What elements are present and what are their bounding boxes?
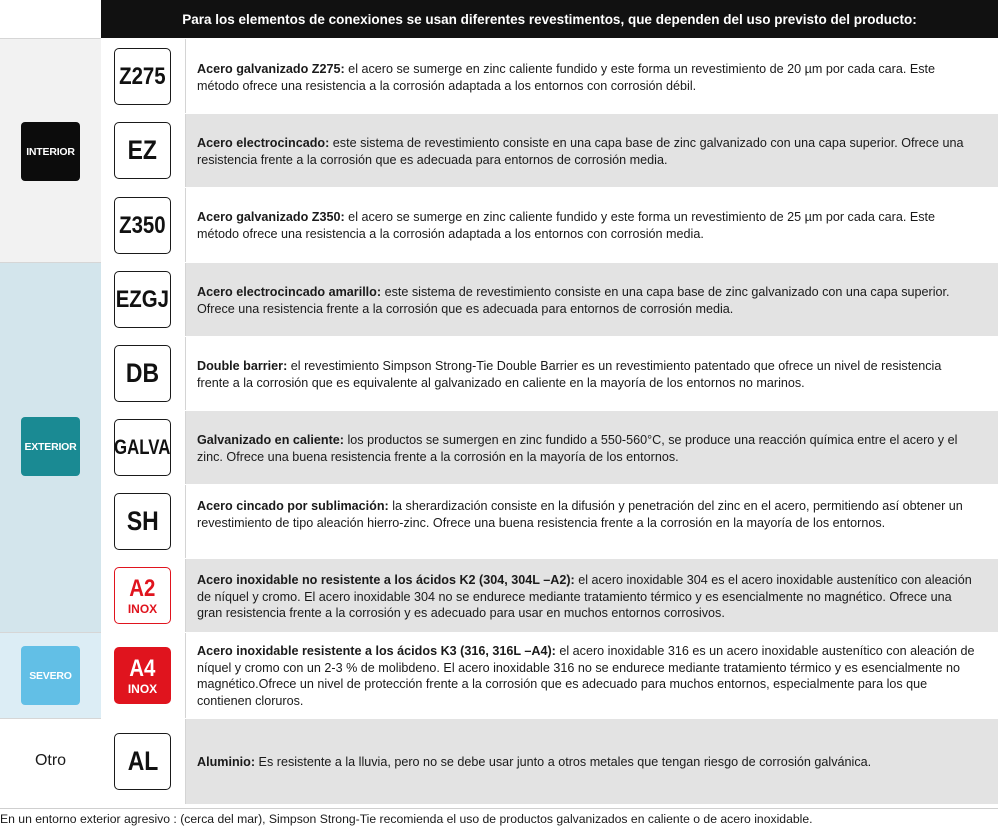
row-sh [101,484,998,558]
badge-severo: SEVERO [21,646,80,705]
code-z350-icon: Z350 [114,197,171,254]
row-description: Double barrier: el revestimiento Simpson Strong-Tie Double Barrier es un revestimiento patentado que ofrece un nivel de resistencia frente a la corrosión que es equivalente al galvanizado en caliente en la mayoría de los entornos no marinos. [197,359,942,390]
code-ez-icon: EZ [114,122,171,179]
row-description: Aluminio: Es resistente a la lluvia, pero no se debe usar junto a otros metales que tengan riesgo de corrosión galvánica. [197,755,872,769]
code-sh-icon: SH [114,493,171,550]
code-al-icon: AL [114,733,171,790]
code-ezgj-icon: EZGJ [114,271,171,328]
code-z275-icon: Z275 [114,48,171,105]
row-ezgj [101,262,998,336]
row-db [101,336,998,410]
row-z350 [101,187,998,262]
label-otro: Otro [34,752,67,769]
code-db-icon: DB [114,345,171,402]
badge-exterior: EXTERIOR [21,417,80,476]
group-severo [0,632,101,718]
row-description: Acero inoxidable no resistente a los ácidos K2 (304, 304L –A2): el acero inoxidable 304 es el acero inoxidable austenítico con aleación de níquel y cromo. El acero inoxidable 304 no se endurece mediante tratamiento térmico y es esencialmente no magnético. Ofrece una gran resistencia frente a la corrosión y es adecuado para usar en muchos entornos corrosivos. [197,573,972,620]
row-description: Acero electrocincado: este sistema de revestimiento consiste en una capa base de zinc galvanizado con una capa superior. Ofrece una resistencia frente a la corrosión que es adecuada para entornos de corrosión media. [197,136,964,167]
row-description: Acero galvanizado Z350: el acero se sumerge en zinc caliente fundido y este forma un revestimiento de 25 µm por cada cara. Este método ofrece una resistencia a la corrosión adaptada a los entornos con corrosión media. [197,210,936,241]
row-galva [101,410,998,484]
row-z275 [101,38,998,113]
row-ez [101,113,998,187]
code-a4-inox-icon: A4 INOX [114,647,171,704]
row-description: Acero inoxidable resistente a los ácidos K3 (316, 316L –A4): el acero inoxidable 316 es un acero inoxidable austenítico con aleación de níquel y cromo con un 2-3 % de molibdeno. El acero inoxidable 316 no se endurece mediante tratamiento térmico y es esencialmente no magnético.Ofrece un nivel de protección frente a la corrosión que es adecuado para muchos entornos, especialmente para los que contienen cloruros. [197,644,975,708]
row-description: Acero galvanizado Z275: el acero se sumerge en zinc caliente fundido y este forma un revestimiento de 20 µm por cada cara. Este método ofrece una resistencia a la corrosión adaptada a los entornos con corrosión débil. [197,62,936,93]
group-exterior [0,262,101,632]
group-interior [0,38,101,262]
row-description: Acero cincado por sublimación: la sherardización consiste en la difusión y penetración del zinc en el acero, permitiendo así obtener un revestimiento de tipo aleación hierro-zinc. Ofrece una buena resistencia frente a la corrosión en la mayoría de los entornos. [197,499,963,530]
row-a4 [101,632,998,718]
row-description: Galvanizado en caliente: los productos se sumergen en zinc fundido a 550-560°C, se produce una reacción química entre el acero y el zinc. Ofrece una buena resistencia frente a la corrosión en la mayoría de los entornos. [197,433,958,464]
row-al [101,718,998,804]
row-a2 [101,558,998,632]
row-description: Acero electrocincado amarillo: este sistema de revestimiento consiste en una capa base de zinc galvanizado con una capa superior. Ofrece una resistencia frente a la corrosión que es adecuada para entornos de corrosión media. [197,285,950,316]
code-a2-inox-icon: A2 INOX [114,567,171,624]
code-galva-icon: GALVA [114,419,171,476]
group-otro [0,718,101,804]
table-header: Para los elementos de conexiones se usan diferentes revestimentos, que dependen del uso previsto del producto: [101,0,998,38]
badge-interior: INTERIOR [21,122,80,181]
header-spacer [0,0,101,38]
footnote: En un entorno exterior agresivo : (cerca del mar), Simpson Strong-Tie recomienda el uso de productos galvanizados en caliente o de acero inoxidable. [0,808,998,826]
